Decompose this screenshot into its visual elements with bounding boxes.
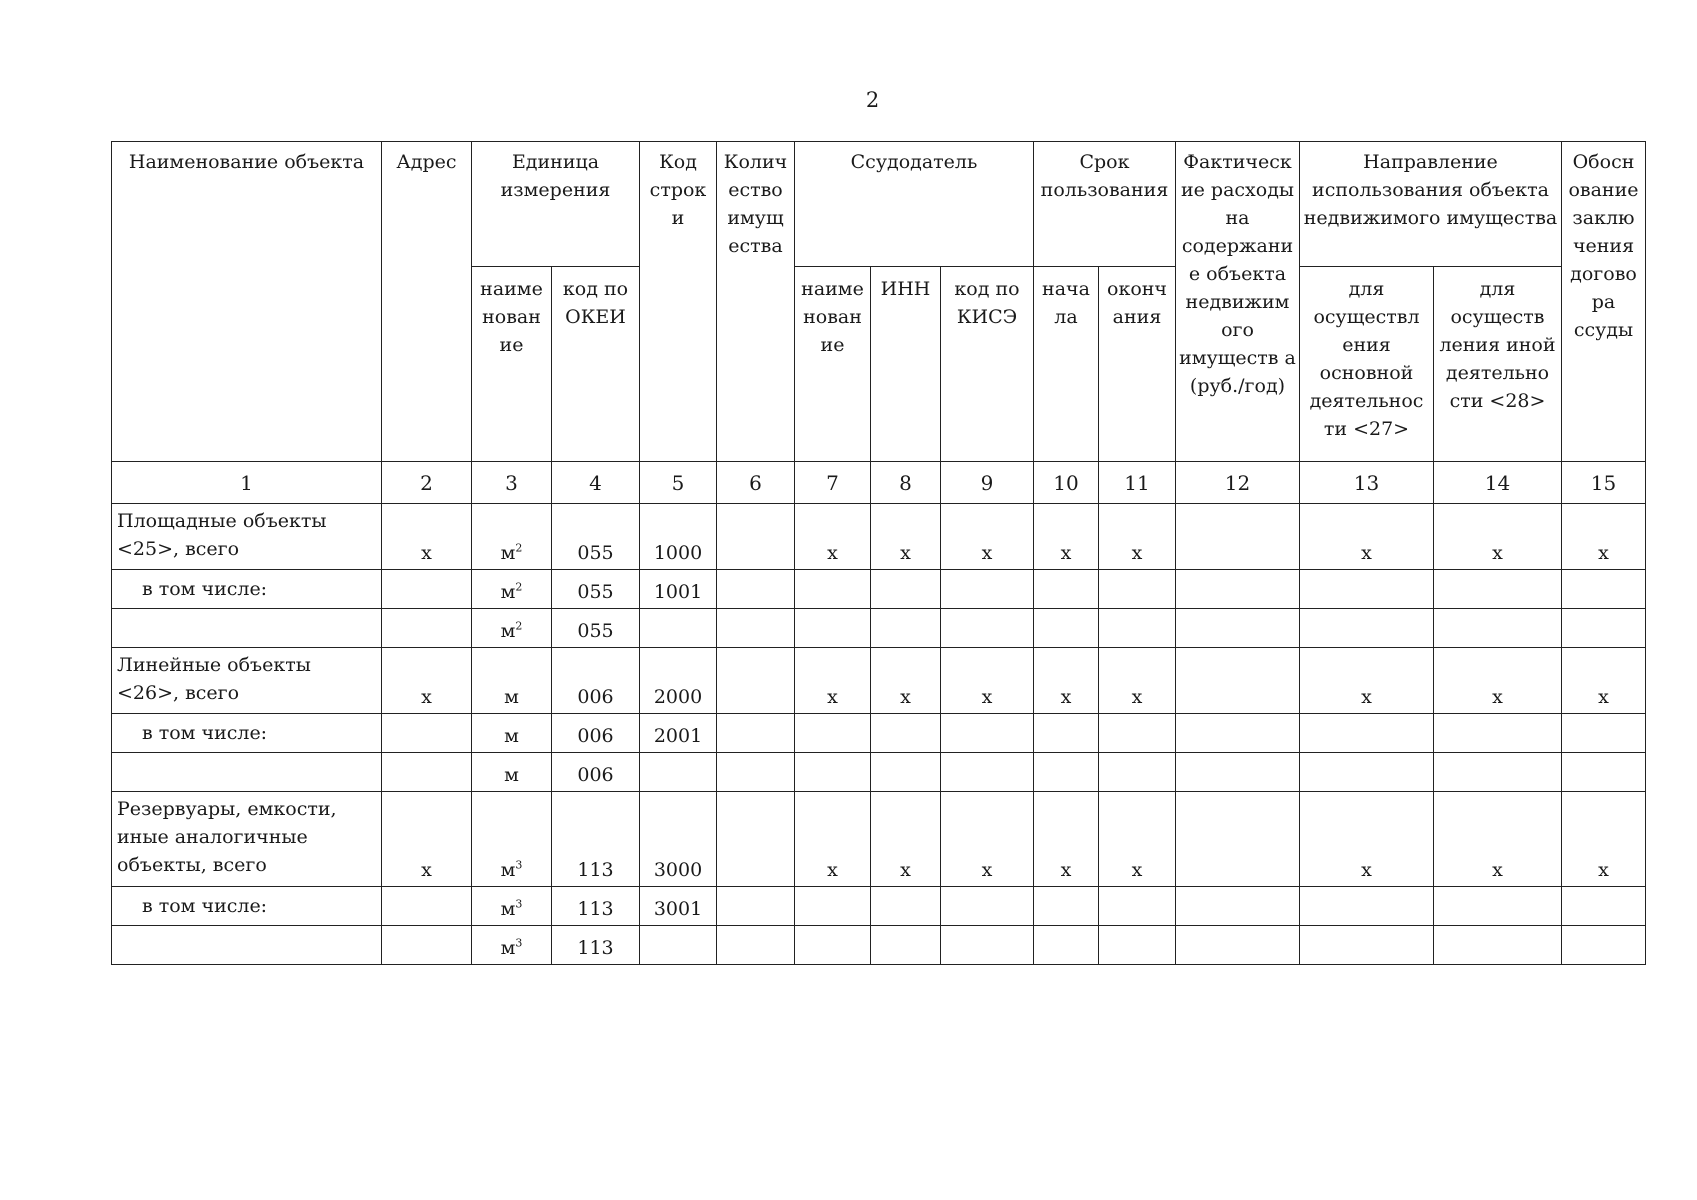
cell-direction-main — [1300, 570, 1434, 609]
cell-address — [382, 609, 472, 648]
cell-okei: 006 — [552, 648, 640, 714]
header-lender-inn: ИНН — [871, 267, 941, 462]
cell-direction-other: x — [1434, 792, 1562, 887]
table-row — [112, 504, 1646, 570]
cell-object-name: в том числе: — [112, 570, 382, 609]
cell-term-start — [1034, 926, 1099, 965]
cell-object-name: Линейные объекты <26>, всего — [112, 648, 382, 714]
cell-unit — [472, 714, 552, 753]
cell-address — [382, 887, 472, 926]
cell-lender-inn: x — [871, 792, 941, 887]
cell-expenses — [1176, 504, 1300, 570]
cell-expenses — [1176, 753, 1300, 792]
cell-lender-inn — [871, 570, 941, 609]
cell-address — [382, 570, 472, 609]
cell-direction-main — [1300, 753, 1434, 792]
cell-okei: 006 — [552, 753, 640, 792]
cell-quantity — [717, 792, 795, 887]
cell-object-name: Резервуары, емкости, иные аналогичные объекты, всего — [112, 792, 382, 887]
cell-okei: 055 — [552, 504, 640, 570]
cell-unit — [472, 792, 552, 887]
cell-quantity — [717, 753, 795, 792]
cell-quantity — [717, 648, 795, 714]
cell-object-name: Площадные объекты <25>, всего — [112, 504, 382, 570]
cell-term-start: x — [1034, 504, 1099, 570]
header-unit-group: Единица измерения — [472, 142, 640, 267]
cell-address: x — [382, 504, 472, 570]
table-row — [112, 887, 1646, 926]
cell-lender-name — [795, 609, 871, 648]
cell-line-code — [640, 609, 717, 648]
cell-line-code: 2001 — [640, 714, 717, 753]
cell-line-code — [640, 753, 717, 792]
cell-quantity — [717, 609, 795, 648]
header-expenses: Фактическ ие расходы на содержани е объекта недвижим ого имуществ а (руб./год) — [1176, 142, 1300, 462]
column-number: 5 — [640, 462, 717, 504]
cell-justification — [1562, 570, 1646, 609]
cell-direction-main — [1300, 609, 1434, 648]
unit-symbol: м — [500, 898, 516, 920]
column-number: 11 — [1099, 462, 1176, 504]
header-quantity: Колич ество имущ ества — [717, 142, 795, 462]
header-unit-name: наиме нован ие — [472, 267, 552, 462]
cell-line-code: 3001 — [640, 887, 717, 926]
cell-unit — [472, 753, 552, 792]
cell-direction-other: x — [1434, 504, 1562, 570]
column-number: 1 — [112, 462, 382, 504]
cell-justification — [1562, 714, 1646, 753]
header-object-name: Наименование объекта — [112, 142, 382, 462]
cell-line-code: 3000 — [640, 792, 717, 887]
header-term-end: оконч ания — [1099, 267, 1176, 462]
unit-symbol: м — [500, 620, 516, 642]
cell-lender-name — [795, 887, 871, 926]
cell-lender-name — [795, 714, 871, 753]
cell-justification: x — [1562, 792, 1646, 887]
cell-term-start — [1034, 570, 1099, 609]
cell-direction-main: x — [1300, 648, 1434, 714]
cell-quantity — [717, 887, 795, 926]
unit-symbol: м — [504, 725, 519, 747]
cell-lender-kise: x — [941, 792, 1034, 887]
cell-object-name — [112, 753, 382, 792]
header-unit-code: код по ОКЕИ — [552, 267, 640, 462]
cell-justification — [1562, 609, 1646, 648]
cell-term-end — [1099, 753, 1176, 792]
column-number: 2 — [382, 462, 472, 504]
table-row — [112, 570, 1646, 609]
header-term-group: Срок пользования — [1034, 142, 1176, 267]
cell-lender-kise — [941, 887, 1034, 926]
cell-quantity — [717, 504, 795, 570]
table-row — [112, 609, 1646, 648]
cell-term-end — [1099, 714, 1176, 753]
cell-term-end — [1099, 926, 1176, 965]
cell-address — [382, 926, 472, 965]
cell-lender-kise — [941, 570, 1034, 609]
cell-quantity — [717, 926, 795, 965]
cell-lender-inn — [871, 714, 941, 753]
cell-justification: x — [1562, 648, 1646, 714]
cell-direction-other — [1434, 714, 1562, 753]
cell-lender-kise — [941, 753, 1034, 792]
cell-expenses — [1176, 609, 1300, 648]
cell-direction-main — [1300, 887, 1434, 926]
cell-lender-inn — [871, 609, 941, 648]
cell-expenses — [1176, 648, 1300, 714]
cell-direction-main — [1300, 926, 1434, 965]
cell-term-end — [1099, 570, 1176, 609]
column-number: 8 — [871, 462, 941, 504]
cell-direction-main — [1300, 714, 1434, 753]
cell-expenses — [1176, 887, 1300, 926]
cell-term-end: x — [1099, 648, 1176, 714]
header-lender-group: Ссудодатель — [795, 142, 1034, 267]
table-row — [112, 926, 1646, 965]
cell-line-code: 1001 — [640, 570, 717, 609]
header-line-code: Код строк и — [640, 142, 717, 462]
table-header — [112, 142, 1646, 504]
header-justification: Обосн ование заклю чения догово ра ссуды — [1562, 142, 1646, 462]
cell-expenses — [1176, 714, 1300, 753]
unit-symbol: м — [500, 542, 516, 564]
cell-okei: 006 — [552, 714, 640, 753]
cell-lender-name: x — [795, 504, 871, 570]
table-row — [112, 714, 1646, 753]
unit-exponent: 2 — [515, 580, 523, 594]
cell-justification — [1562, 887, 1646, 926]
cell-expenses — [1176, 926, 1300, 965]
cell-expenses — [1176, 570, 1300, 609]
cell-okei: 113 — [552, 792, 640, 887]
column-number: 3 — [472, 462, 552, 504]
header-term-start: нача ла — [1034, 267, 1099, 462]
cell-unit — [472, 504, 552, 570]
cell-direction-other — [1434, 887, 1562, 926]
cell-term-start — [1034, 714, 1099, 753]
cell-unit — [472, 887, 552, 926]
cell-justification: x — [1562, 504, 1646, 570]
column-number: 13 — [1300, 462, 1434, 504]
cell-lender-kise — [941, 714, 1034, 753]
page-number: 2 — [865, 88, 880, 112]
cell-term-end: x — [1099, 504, 1176, 570]
column-number: 6 — [717, 462, 795, 504]
header-direction-main: для осуществл ения основной деятельнос ти <27> — [1300, 267, 1434, 462]
cell-address — [382, 753, 472, 792]
cell-term-end — [1099, 887, 1176, 926]
cell-direction-other — [1434, 570, 1562, 609]
table-row — [112, 753, 1646, 792]
column-number: 12 — [1176, 462, 1300, 504]
cell-direction-other — [1434, 609, 1562, 648]
cell-term-start: x — [1034, 648, 1099, 714]
cell-okei: 055 — [552, 609, 640, 648]
cell-object-name: в том числе: — [112, 887, 382, 926]
cell-justification — [1562, 926, 1646, 965]
header-address: Адрес — [382, 142, 472, 462]
unit-exponent: 3 — [515, 858, 523, 872]
cell-unit — [472, 926, 552, 965]
cell-okei: 055 — [552, 570, 640, 609]
cell-lender-name: x — [795, 648, 871, 714]
cell-lender-name — [795, 570, 871, 609]
cell-term-start — [1034, 753, 1099, 792]
cell-lender-name — [795, 926, 871, 965]
cell-okei: 113 — [552, 926, 640, 965]
header-lender-kise: код по КИСЭ — [941, 267, 1034, 462]
cell-line-code: 2000 — [640, 648, 717, 714]
cell-direction-other — [1434, 753, 1562, 792]
cell-quantity — [717, 714, 795, 753]
property-usage-table — [111, 141, 1646, 965]
cell-line-code: 1000 — [640, 504, 717, 570]
cell-object-name — [112, 609, 382, 648]
cell-address — [382, 714, 472, 753]
cell-direction-main: x — [1300, 792, 1434, 887]
unit-symbol: м — [500, 581, 516, 603]
cell-object-name: в том числе: — [112, 714, 382, 753]
cell-term-end: x — [1099, 792, 1176, 887]
column-number: 10 — [1034, 462, 1099, 504]
cell-lender-kise: x — [941, 504, 1034, 570]
cell-term-start — [1034, 609, 1099, 648]
cell-expenses — [1176, 792, 1300, 887]
column-number: 14 — [1434, 462, 1562, 504]
cell-lender-kise — [941, 926, 1034, 965]
cell-address: x — [382, 792, 472, 887]
unit-symbol: м — [504, 686, 519, 708]
cell-lender-kise: x — [941, 648, 1034, 714]
cell-lender-kise — [941, 609, 1034, 648]
column-number: 4 — [552, 462, 640, 504]
unit-symbol: м — [504, 764, 519, 786]
cell-term-end — [1099, 609, 1176, 648]
cell-address: x — [382, 648, 472, 714]
column-number: 9 — [941, 462, 1034, 504]
cell-lender-inn — [871, 926, 941, 965]
cell-lender-inn: x — [871, 648, 941, 714]
table-body — [112, 504, 1646, 965]
unit-exponent: 2 — [515, 619, 523, 633]
cell-term-start: x — [1034, 792, 1099, 887]
unit-symbol: м — [500, 859, 516, 881]
header-direction-other: для осуществ ления иной деятельно сти <28> — [1434, 267, 1562, 462]
cell-lender-name — [795, 753, 871, 792]
header-direction-group: Направление использования объекта недвижимого имущества — [1300, 142, 1562, 267]
cell-unit — [472, 648, 552, 714]
column-number: 7 — [795, 462, 871, 504]
cell-justification — [1562, 753, 1646, 792]
cell-lender-inn: x — [871, 504, 941, 570]
unit-exponent: 3 — [515, 936, 523, 950]
unit-exponent: 2 — [515, 541, 523, 555]
cell-quantity — [717, 570, 795, 609]
cell-direction-other: x — [1434, 648, 1562, 714]
cell-okei: 113 — [552, 887, 640, 926]
unit-symbol: м — [500, 937, 516, 959]
cell-unit — [472, 609, 552, 648]
cell-unit — [472, 570, 552, 609]
cell-lender-inn — [871, 753, 941, 792]
header-lender-name: наиме нован ие — [795, 267, 871, 462]
cell-direction-main: x — [1300, 504, 1434, 570]
cell-line-code — [640, 926, 717, 965]
table-row — [112, 648, 1646, 714]
cell-direction-other — [1434, 926, 1562, 965]
column-numbers-row — [112, 462, 1646, 504]
column-number: 15 — [1562, 462, 1646, 504]
cell-object-name — [112, 926, 382, 965]
cell-term-start — [1034, 887, 1099, 926]
table-row — [112, 792, 1646, 887]
cell-lender-inn — [871, 887, 941, 926]
unit-exponent: 3 — [515, 897, 523, 911]
cell-lender-name: x — [795, 792, 871, 887]
